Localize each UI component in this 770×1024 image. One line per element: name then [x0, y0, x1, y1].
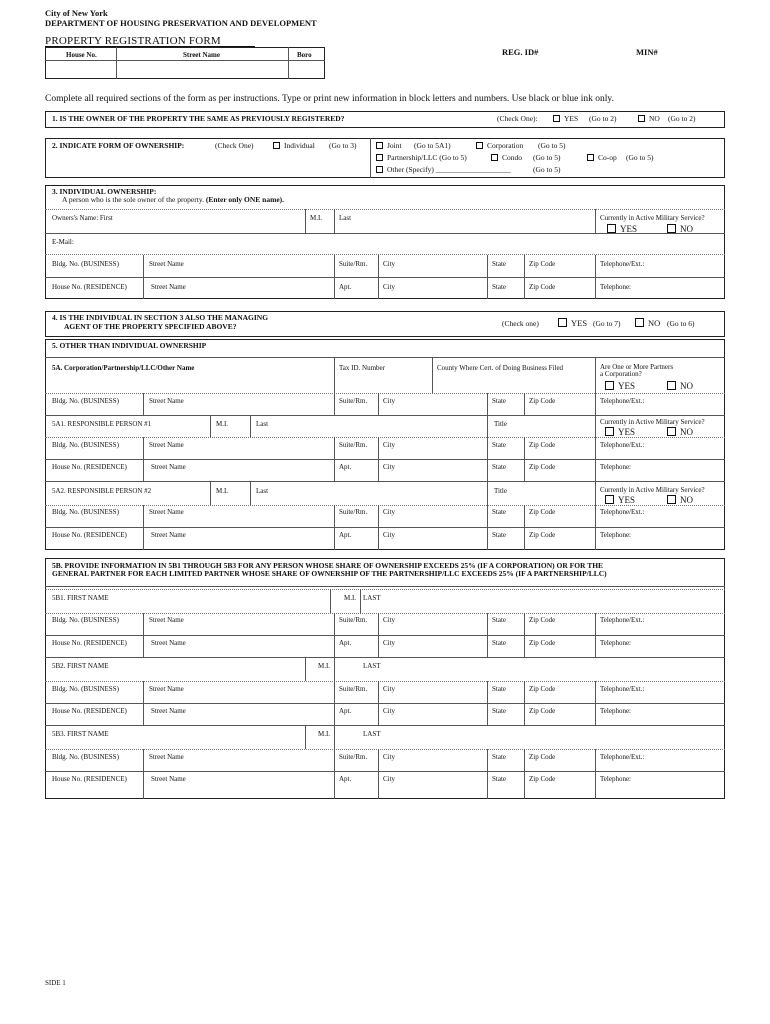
s4-check-one: (Check one): [502, 319, 539, 328]
s5a1-residence-address-input[interactable]: [46, 472, 724, 480]
min-input[interactable]: [665, 46, 725, 58]
s5a-business-address-input[interactable]: [46, 405, 724, 414]
s3-residence-zip-label: Zip Code: [529, 283, 556, 291]
s2-individual-checkbox[interactable]: [273, 142, 280, 149]
s5b1-last-input[interactable]: [363, 603, 723, 611]
s5a1-business-suite-label: Suite/Rm.: [339, 441, 368, 449]
s2-coop-checkbox[interactable]: [587, 154, 594, 161]
s5b3-business-state-label: State: [492, 753, 506, 761]
boro-input[interactable]: [289, 61, 324, 78]
s5a2-military-yes-checkbox[interactable]: [605, 495, 614, 504]
s4-no-goto: (Go to 6): [667, 319, 695, 328]
s5b1-business-suite-label: Suite/Rm.: [339, 616, 368, 624]
s5a-title: 5A. Corporation/Partnership/LLC/Other Name: [52, 364, 195, 372]
s5a2-residence-address-input[interactable]: [46, 540, 724, 549]
s5a1-residence-city-label: City: [383, 463, 396, 471]
s5a2-business-suite-label: Suite/Rm.: [339, 508, 368, 516]
s2-individual-option[interactable]: Individual: [273, 142, 315, 151]
s5a1-business-tel-label: Telephone/Ext.:: [600, 441, 645, 449]
s4-yes-option[interactable]: YES: [558, 318, 587, 329]
s2-question: 2. INDICATE FORM OF OWNERSHIP:: [52, 141, 185, 150]
s5b1-residence-street-label: Street Name: [151, 639, 186, 647]
s5b1-mi-label: M.I.: [344, 594, 357, 602]
s5a2-residence-state-label: State: [492, 531, 506, 539]
reg-id-label: REG. ID#: [502, 47, 539, 57]
s5a1-residence-tel-label: Telephone:: [600, 463, 631, 471]
s2-coop-goto: (Go to 5): [626, 153, 654, 162]
s5b2-residence-tel-label: Telephone:: [600, 707, 631, 715]
s3-house-residence-label: House No. (RESIDENCE): [52, 283, 127, 291]
s5a2-business-tel-label: Telephone/Ext.:: [600, 508, 645, 516]
s3-military-no[interactable]: NO: [667, 224, 693, 234]
s5a2-first-input[interactable]: [52, 496, 207, 504]
s5b1-first-name-input[interactable]: [52, 603, 322, 611]
s5a1-military-yes-checkbox[interactable]: [605, 427, 614, 436]
s2-other-checkbox[interactable]: [376, 166, 383, 173]
s3-business-city-label: City: [383, 260, 396, 268]
s3-owner-first-input[interactable]: [130, 212, 305, 232]
s2-check-one: (Check One): [215, 141, 254, 150]
s1-check-one: (Check One):: [497, 114, 538, 123]
s5b3-business-street-label: Street Name: [149, 753, 184, 761]
s5b2-last-label: LAST: [363, 662, 381, 670]
s5a2-residence-apt-label: Apt.: [339, 531, 352, 539]
s5a-partners-q1: Are One or More Partners: [600, 363, 674, 371]
s5b2-first-name-input[interactable]: [52, 671, 302, 679]
s5a1-military-no-checkbox[interactable]: [667, 427, 676, 436]
reg-id-input[interactable]: [545, 46, 630, 58]
s5a1-residence-state-label: State: [492, 463, 506, 471]
s5b2-mi-label: M.I.: [318, 662, 331, 670]
s5b3-residence-tel-label: Telephone:: [600, 775, 631, 783]
s5b2-residence-apt-label: Apt.: [339, 707, 352, 715]
s3-owner-first-label: Owners's Name: First: [52, 214, 113, 222]
s5b3-bldg-business-label: Bldg. No. (BUSINESS): [52, 753, 119, 761]
s5b1-business-city-label: City: [383, 616, 396, 624]
s5a-county-input[interactable]: [437, 373, 592, 390]
s5b1-residence-tel-label: Telephone:: [600, 639, 631, 647]
s3-residence-apt-label: Apt.: [339, 283, 352, 291]
s5a1-business-address-input[interactable]: [46, 450, 724, 458]
s3-business-tel-label: Telephone/Ext.:: [600, 260, 645, 268]
s1-no-option[interactable]: NO: [638, 115, 660, 124]
s5a2-bldg-business-label: Bldg. No. (BUSINESS): [52, 508, 119, 516]
s4-question-line2: AGENT OF THE PROPERTY SPECIFIED ABOVE?: [64, 322, 237, 331]
s5a-partners-no[interactable]: NO: [667, 381, 693, 391]
s2-joint-goto: (Go to 5A1): [414, 141, 451, 150]
s5a2-military-yes[interactable]: YES: [605, 495, 635, 505]
s5b3-business-city-label: City: [383, 753, 396, 761]
s2-corporation-checkbox[interactable]: [476, 142, 483, 149]
s3-email-input[interactable]: [80, 236, 720, 252]
s5a2-business-street-label: Street Name: [149, 508, 184, 516]
s5a1-military-label: Currently in Active Military Service?: [600, 418, 705, 426]
s5b2-last-input[interactable]: [363, 671, 723, 679]
s5b3-residence-zip-label: Zip Code: [529, 775, 556, 783]
s5a-tax-id-label: Tax ID. Number: [339, 364, 385, 372]
department-name: DEPARTMENT OF HOUSING PRESERVATION AND DEVELOPMENT: [45, 18, 317, 28]
s1-no-goto: (Go to 2): [668, 114, 696, 123]
s4-no-option[interactable]: NO: [635, 318, 660, 329]
min-label: MIN#: [636, 47, 658, 57]
s3-military-label: Currently in Active Military Service?: [600, 214, 705, 222]
s5b1-residence-address-input[interactable]: [46, 648, 724, 656]
s5a1-residence-apt-label: Apt.: [339, 463, 352, 471]
street-name-input[interactable]: [117, 61, 288, 78]
s5a2-residence-city-label: City: [383, 531, 396, 539]
s2-joint-option[interactable]: Joint: [376, 142, 402, 151]
s1-no-checkbox[interactable]: [638, 115, 645, 122]
s5b2-business-city-label: City: [383, 685, 396, 693]
form-title: PROPERTY REGISTRATION FORM: [45, 35, 221, 47]
s5a2-last-input[interactable]: [256, 496, 486, 504]
s5a-tax-id-input[interactable]: [339, 373, 429, 390]
s2-other-goto: (Go to 5): [533, 165, 561, 174]
s5b3-mi-label: M.I.: [318, 730, 331, 738]
s3-email-label: E-Mail:: [52, 238, 74, 246]
s5a2-military-label: Currently in Active Military Service?: [600, 486, 705, 494]
s5b2-residence-city-label: City: [383, 707, 396, 715]
s3-military-no-checkbox[interactable]: [667, 224, 676, 233]
s5b3-first-name-label: 5B3. FIRST NAME: [52, 730, 109, 738]
s5a-business-street-label: Street Name: [149, 397, 184, 405]
s5a-business-city-label: City: [383, 397, 396, 405]
s3-last-label: Last: [339, 214, 352, 222]
s5b2-residence-address-input[interactable]: [46, 716, 724, 724]
s5a-partners-yes-checkbox[interactable]: [605, 381, 614, 390]
s5b1-business-state-label: State: [492, 616, 506, 624]
s5a2-business-city-label: City: [383, 508, 396, 516]
s5b1-business-zip-label: Zip Code: [529, 616, 556, 624]
s5b3-residence-street-label: Street Name: [151, 775, 186, 783]
s5a2-business-zip-label: Zip Code: [529, 508, 556, 516]
s5a2-residence-street-label: Street Name: [151, 531, 186, 539]
s5b1-house-residence-label: House No. (RESIDENCE): [52, 639, 127, 647]
s5b3-residence-state-label: State: [492, 775, 506, 783]
s5a-county-label: County Where Cert. of Doing Business Filed: [437, 364, 564, 372]
s5a1-military-yes[interactable]: YES: [605, 427, 635, 437]
s3-mi-label: M.I.: [310, 214, 323, 222]
s5b1-residence-apt-label: Apt.: [339, 639, 352, 647]
city-name: City of New York: [45, 8, 108, 18]
s5a1-first-input[interactable]: [52, 429, 207, 437]
s5a2-military-no[interactable]: NO: [667, 495, 693, 505]
s5b1-business-address-input[interactable]: [46, 625, 724, 634]
s5b3-first-name-input[interactable]: [52, 739, 302, 747]
s5a2-last-label: Last: [256, 487, 269, 495]
s3-business-address-input[interactable]: [46, 268, 724, 277]
s5b2-bldg-business-label: Bldg. No. (BUSINESS): [52, 685, 119, 693]
s5a-business-zip-label: Zip Code: [529, 397, 556, 405]
s5a1-house-residence-label: House No. (RESIDENCE): [52, 463, 127, 471]
s5a1-last-input[interactable]: [256, 429, 486, 437]
s3-residence-street-label: Street Name: [151, 283, 186, 291]
s5b2-house-residence-label: House No. (RESIDENCE): [52, 707, 127, 715]
s5a1-business-state-label: State: [492, 441, 506, 449]
s5a1-residence-zip-label: Zip Code: [529, 463, 556, 471]
s3-subtitle-text: A person who is the sole owner of the property.: [62, 195, 204, 204]
s5a-business-state-label: State: [492, 397, 506, 405]
s3-bldg-business-label: Bldg. No. (BUSINESS): [52, 260, 119, 268]
s5b2-business-state-label: State: [492, 685, 506, 693]
s4-question-line1: 4. IS THE INDIVIDUAL IN SECTION 3 ALSO THE MANAGING: [52, 313, 269, 322]
s5b3-business-suite-label: Suite/Rm.: [339, 753, 368, 761]
s5a1-business-zip-label: Zip Code: [529, 441, 556, 449]
s5a-business-suite-label: Suite/Rm.: [339, 397, 368, 405]
s2-corporation-goto: (Go to 5): [538, 141, 566, 150]
s5b1-business-tel-label: Telephone/Ext.:: [600, 616, 645, 624]
s5a1-business-city-label: City: [383, 441, 396, 449]
s5a2-military-no-checkbox[interactable]: [667, 495, 676, 504]
s5a1-military-no[interactable]: NO: [667, 427, 693, 437]
s4-yes-goto: (Go to 7): [593, 319, 621, 328]
s1-yes-goto: (Go to 2): [589, 114, 617, 123]
s5b3-house-residence-label: House No. (RESIDENCE): [52, 775, 127, 783]
s5a2-mi-label: M.I.: [216, 487, 229, 495]
col-boro: Boro: [297, 51, 312, 59]
house-no-input[interactable]: [46, 61, 116, 78]
s5a1-mi-label: M.I.: [216, 420, 229, 428]
page-side-label: SIDE 1: [45, 979, 66, 987]
s5b3-business-zip-label: Zip Code: [529, 753, 556, 761]
s3-military-yes[interactable]: YES: [607, 224, 637, 234]
s3-business-suite-label: Suite/Rm.: [339, 260, 368, 268]
s5b3-residence-city-label: City: [383, 775, 396, 783]
s5b2-first-name-label: 5B2. FIRST NAME: [52, 662, 109, 670]
s3-military-yes-checkbox[interactable]: [607, 224, 616, 233]
s5b3-business-address-input[interactable]: [46, 762, 724, 770]
s1-question: 1. IS THE OWNER OF THE PROPERTY THE SAME AS PREVIOUSLY REGISTERED?: [52, 114, 345, 123]
s5b1-residence-state-label: State: [492, 639, 506, 647]
s5b2-business-suite-label: Suite/Rm.: [339, 685, 368, 693]
s2-condo-option[interactable]: Condo: [491, 154, 522, 163]
s5a2-residence-tel-label: Telephone:: [600, 531, 631, 539]
s5b3-last-input[interactable]: [363, 739, 723, 747]
instructions: Complete all required sections of the form as per instructions. Type or print new information in block letters and numbers. Use black or blue ink only.: [45, 94, 614, 104]
s2-coop-option[interactable]: Co-op: [587, 154, 617, 163]
s3-subtitle-bold: (Enter only ONE name).: [205, 195, 285, 204]
s3-title: 3. INDIVIDUAL OWNERSHIP:: [52, 187, 157, 196]
s3-last-input[interactable]: [355, 212, 593, 232]
s2-partnership-checkbox[interactable]: [376, 154, 383, 161]
s5b2-business-address-input[interactable]: [46, 694, 724, 702]
s5b2-business-street-label: Street Name: [149, 685, 184, 693]
col-house-no: House No.: [66, 51, 97, 59]
s2-individual-goto: (Go to 3): [329, 141, 357, 150]
s1-yes-option[interactable]: YES: [553, 115, 578, 124]
s5a-partners-no-checkbox[interactable]: [667, 381, 676, 390]
s3-business-state-label: State: [492, 260, 506, 268]
s2-joint-checkbox[interactable]: [376, 142, 383, 149]
s5a-business-tel-label: Telephone/Ext.:: [600, 397, 645, 405]
s2-other-option[interactable]: Other (Specify) ____________________: [376, 166, 511, 175]
s5b1-residence-city-label: City: [383, 639, 396, 647]
s5a2-residence-zip-label: Zip Code: [529, 531, 556, 539]
s5a1-last-label: Last: [256, 420, 269, 428]
s5b-instruction-line1: 5B. PROVIDE INFORMATION IN 5B1 THROUGH 5B3 FOR ANY PERSON WHOSE SHARE OF OWNERSHIP EXCEEDS 25% (IF A CORPORATION) OR FOR THE: [52, 561, 604, 570]
s3-mi-input[interactable]: [321, 212, 333, 232]
s5a-partners-q2: a Corporation?: [600, 370, 642, 378]
s5b1-first-name-label: 5B1. FIRST NAME: [52, 594, 109, 602]
s3-residence-state-label: State: [492, 283, 506, 291]
s2-partnership-option[interactable]: Partnership/LLC (Go to 5): [376, 154, 467, 163]
s2-corporation-option[interactable]: Corporation: [476, 142, 523, 151]
s3-residence-tel-label: Telephone:: [600, 283, 631, 291]
s5a2-label: 5A2. RESPONSIBLE PERSON #2: [52, 487, 152, 495]
s5b3-residence-address-input[interactable]: [46, 785, 724, 798]
s5b3-business-tel-label: Telephone/Ext.:: [600, 753, 645, 761]
s3-subtitle: [62, 196, 284, 205]
s4-yes-checkbox[interactable]: [558, 318, 567, 327]
s5b2-business-tel-label: Telephone/Ext.:: [600, 685, 645, 693]
s5b1-bldg-business-label: Bldg. No. (BUSINESS): [52, 616, 119, 624]
s2-condo-checkbox[interactable]: [491, 154, 498, 161]
s3-residence-city-label: City: [383, 283, 396, 291]
s5a2-business-address-input[interactable]: [46, 517, 724, 526]
s5a1-residence-street-label: Street Name: [151, 463, 186, 471]
s5b-instruction-line2: GENERAL PARTNER FOR EACH LIMITED PARTNER WHOSE SHARE OF OWNERSHIP OF THE PARTNERSHIP/LLC EXCEEDS 25% (IF A PARTNERSHIP/LLC): [52, 569, 607, 578]
s5b2-business-zip-label: Zip Code: [529, 685, 556, 693]
s5a-partners-yes[interactable]: YES: [605, 381, 635, 391]
s1-yes-checkbox[interactable]: [553, 115, 560, 122]
s3-residence-address-input[interactable]: [46, 290, 724, 298]
s5b1-last-label: LAST: [363, 594, 381, 602]
s5a2-business-state-label: State: [492, 508, 506, 516]
s5b1-residence-zip-label: Zip Code: [529, 639, 556, 647]
s5a1-title-label: Title: [494, 420, 507, 428]
s5a1-business-street-label: Street Name: [149, 441, 184, 449]
s5b3-last-label: LAST: [363, 730, 381, 738]
s5a-bldg-business-label: Bldg. No. (BUSINESS): [52, 397, 119, 405]
s5b2-residence-state-label: State: [492, 707, 506, 715]
s5b2-residence-street-label: Street Name: [151, 707, 186, 715]
s5a2-house-residence-label: House No. (RESIDENCE): [52, 531, 127, 539]
s5-title: 5. OTHER THAN INDIVIDUAL OWNERSHIP: [52, 341, 207, 350]
s5a2-title-label: Title: [494, 487, 507, 495]
s4-no-checkbox[interactable]: [635, 318, 644, 327]
s5a1-bldg-business-label: Bldg. No. (BUSINESS): [52, 441, 119, 449]
col-street-name: Street Name: [183, 51, 220, 59]
s5a1-label: 5A1. RESPONSIBLE PERSON #1: [52, 420, 152, 428]
s2-condo-goto: (Go to 5): [533, 153, 561, 162]
s3-business-street-label: Street Name: [149, 260, 184, 268]
s3-business-zip-label: Zip Code: [529, 260, 556, 268]
s5b3-residence-apt-label: Apt.: [339, 775, 352, 783]
s5a-name-input[interactable]: [52, 373, 332, 390]
s5b1-business-street-label: Street Name: [149, 616, 184, 624]
s5b2-residence-zip-label: Zip Code: [529, 707, 556, 715]
